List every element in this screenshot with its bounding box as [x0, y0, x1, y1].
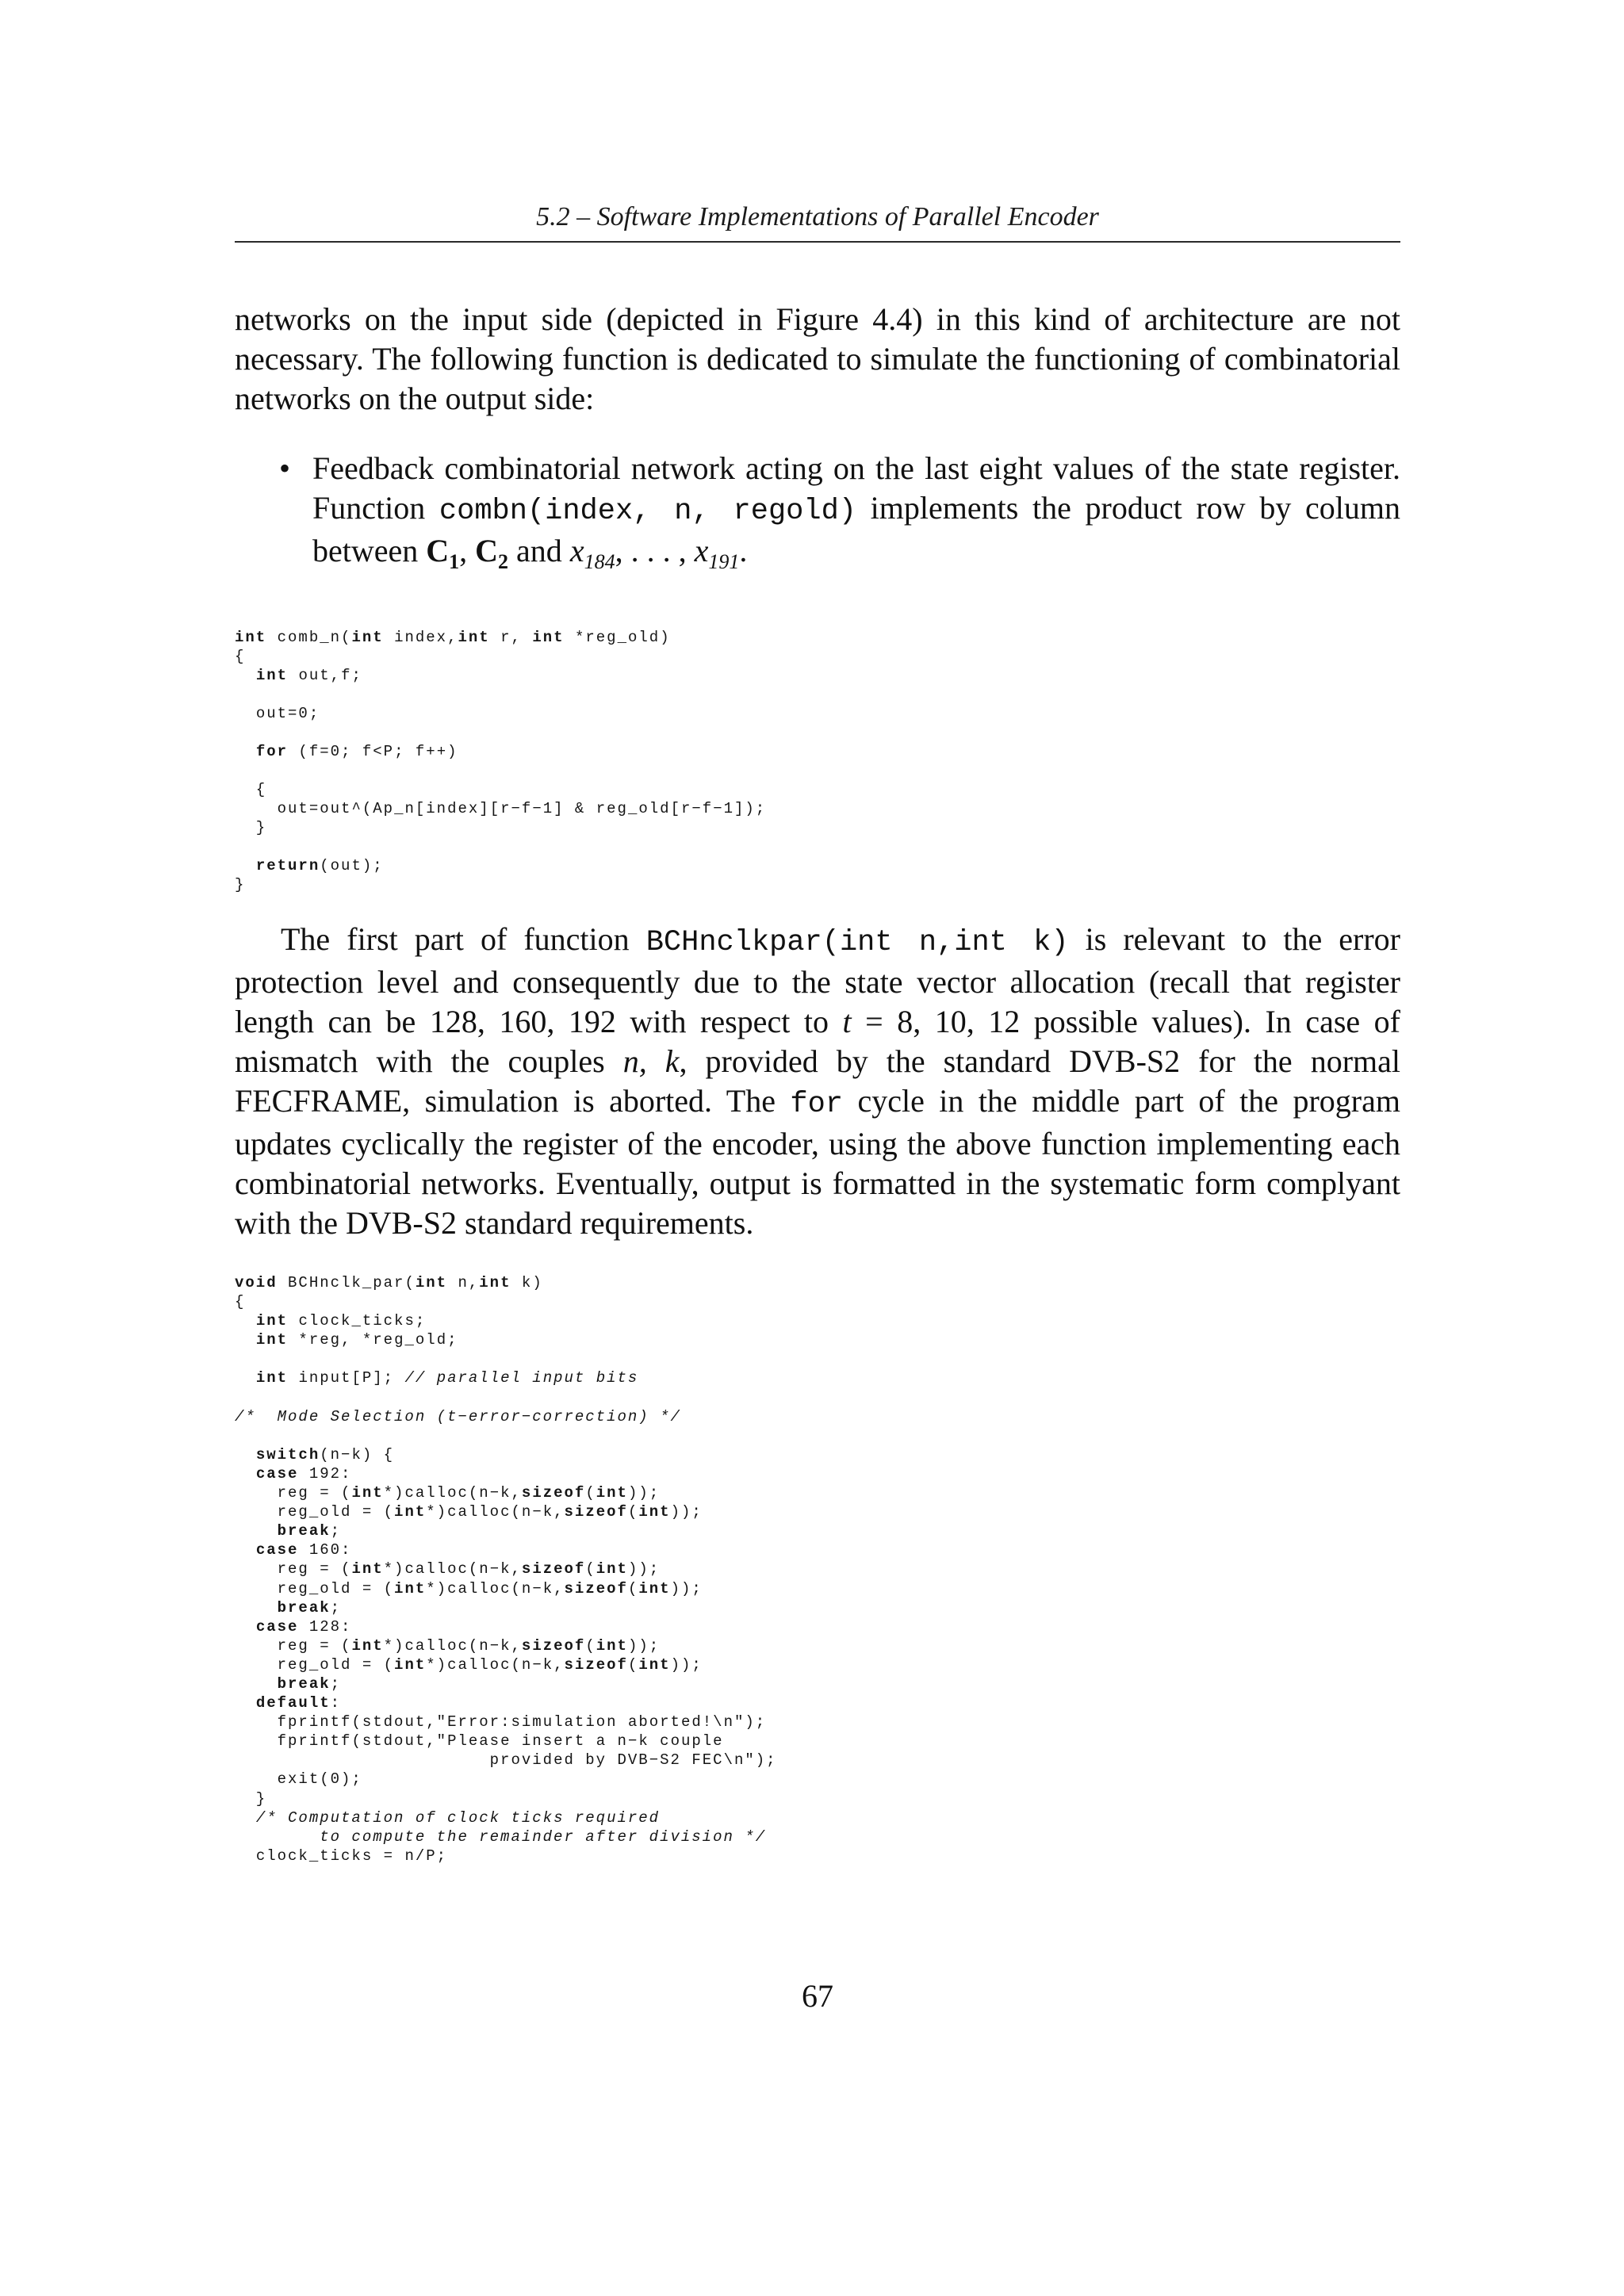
- bullet-item-feedback-network: [279, 449, 1400, 571]
- code-line: /* Mode Selection (t−error−correction) */: [235, 1407, 681, 1425]
- math-nk: n, k: [622, 1043, 680, 1079]
- code-line: reg = (int*)calloc(n−k,sizeof(int));: [277, 1636, 661, 1655]
- paragraph-2-part-4: , provided by the standard DVB-S2 for the normal FECFRAME, simulation is aborted. The: [235, 1043, 1400, 1119]
- page-number: 67: [802, 1978, 833, 2014]
- code-line: out=0;: [255, 705, 320, 722]
- code-line: fprintf(stdout,"Please insert a n−k couple: [277, 1732, 724, 1751]
- code-line: return(out);: [255, 857, 384, 874]
- code-line: }: [235, 1789, 267, 1808]
- code-line: fprintf(stdout,"Error:simulation aborted!\n");: [277, 1713, 767, 1732]
- code-line: [235, 685, 1400, 704]
- code-line: int input[P]; // parallel input bits: [255, 1369, 639, 1387]
- code-line: to compute the remainder after division */: [235, 1827, 767, 1846]
- inline-code-for: for: [790, 1088, 844, 1121]
- math-c2-subscript: 2: [498, 550, 509, 573]
- math-c2: [475, 533, 509, 573]
- math-x-end-subscript: 191: [708, 550, 740, 573]
- code-line: reg_old = (int*)calloc(n−k,sizeof(int));: [277, 1655, 703, 1674]
- math-c2-symbol: C: [475, 533, 499, 568]
- body-paragraph-2: [235, 920, 1400, 1243]
- code-listing-bchnclk-par: [235, 1273, 1400, 1866]
- code-line: [235, 761, 1400, 780]
- code-listing-comb-n: [235, 628, 1400, 894]
- math-comma: ,: [459, 533, 476, 568]
- code-line: int out,f;: [255, 667, 362, 684]
- paragraph-2-part-2: is relevant to the error protection level and consequently due to the state vector allocation (recall that register length can be 128, 160, 192 with respect to: [235, 921, 1401, 1039]
- code-line: /* Computation of clock ticks required: [255, 1808, 661, 1827]
- math-c1: [426, 533, 460, 573]
- math-c1-subscript: 1: [449, 550, 460, 573]
- code-line: int *reg, *reg_old;: [255, 1331, 458, 1349]
- code-line: void BCHnclk_par(int n,int k): [235, 1274, 543, 1292]
- code-line: reg = (int*)calloc(n−k,sizeof(int));: [277, 1560, 661, 1578]
- code-line: clock_ticks = n/P;: [255, 1846, 448, 1865]
- bullet-list: [279, 449, 1400, 571]
- code-line: }: [235, 819, 267, 836]
- code-line: reg = (int*)calloc(n−k,sizeof(int));: [277, 1484, 661, 1502]
- code-line: [235, 1349, 1400, 1368]
- code-line: reg_old = (int*)calloc(n−k,sizeof(int));: [277, 1503, 703, 1521]
- paragraph-2-part-5: cycle in the middle part of the program updates cyclically the register of the encoder, using the above function implementing each combinatorial networks. Eventually, output is formatted in the systematic form complyant with the DVB-S2 standard requirements.: [235, 1083, 1400, 1241]
- math-c1-symbol: C: [426, 533, 450, 568]
- header-rule: [235, 241, 1400, 243]
- code-line: out=out^(Ap_n[index][r−f−1] & reg_old[r−f−1]);: [277, 800, 767, 817]
- math-x-start-symbol: x: [569, 533, 584, 568]
- math-t-values: = 8, 10, 12: [851, 1004, 1021, 1039]
- math-x-start-subscript: 184: [584, 550, 615, 573]
- code-line: [235, 837, 1400, 856]
- bullet-and: and: [508, 533, 570, 568]
- code-line: default:: [255, 1694, 342, 1712]
- code-line: {: [235, 1293, 246, 1311]
- body-paragraph-1: networks on the input side (depicted in Figure 4.4) in this kind of architecture are not necessary. The following function is dedicated to simulate the functioning of combinatorial networks on the output side:: [235, 301, 1400, 416]
- code-line: case 160:: [255, 1541, 352, 1559]
- code-line: reg_old = (int*)calloc(n−k,sizeof(int));: [277, 1579, 703, 1598]
- paragraph-2-part-1: The first part of function: [281, 921, 646, 957]
- code-line: switch(n−k) {: [255, 1445, 395, 1464]
- code-line: case 192:: [255, 1464, 352, 1483]
- math-x-end: [694, 533, 740, 573]
- code-line: break;: [277, 1674, 342, 1693]
- math-x-end-symbol: x: [694, 533, 709, 568]
- code-line: break;: [277, 1598, 342, 1617]
- code-line: {: [235, 781, 267, 798]
- math-ellipsis: , . . . ,: [615, 533, 695, 568]
- running-header: 5.2 – Software Implementations of Parallel Encoder: [536, 202, 1099, 232]
- bullet-text-2: implements the product row by column between: [312, 490, 1400, 568]
- code-line: provided by DVB−S2 FEC\n");: [489, 1751, 777, 1770]
- code-line: [235, 723, 1400, 742]
- code-line: {: [235, 648, 246, 665]
- code-line: int comb_n(int index,int r, int *reg_old): [235, 629, 671, 646]
- math-x-start: [569, 533, 615, 573]
- math-t: t: [842, 1004, 852, 1039]
- inline-code-bchnclkpar: BCHnclkpar(int n,int k): [645, 926, 1069, 959]
- bullet-icon: •: [279, 450, 291, 486]
- code-line: exit(0);: [277, 1770, 362, 1789]
- code-line: [235, 1426, 1400, 1445]
- paragraph-2-part-3: possible values). In case of mismatch with the couples: [235, 1004, 1401, 1079]
- code-line: break;: [277, 1522, 342, 1540]
- bullet-text-1: Feedback combinatorial network acting on the last eight values of the state register. Function: [312, 450, 1400, 526]
- code-line: int clock_ticks;: [255, 1312, 427, 1330]
- code-line: case 128:: [255, 1617, 352, 1636]
- inline-code-combn: combn(index, n, regold): [439, 495, 856, 528]
- code-line: }: [235, 876, 246, 894]
- bullet-period: .: [739, 533, 748, 568]
- code-line: for (f=0; f<P; f++): [255, 743, 458, 760]
- code-line: [235, 1388, 1400, 1407]
